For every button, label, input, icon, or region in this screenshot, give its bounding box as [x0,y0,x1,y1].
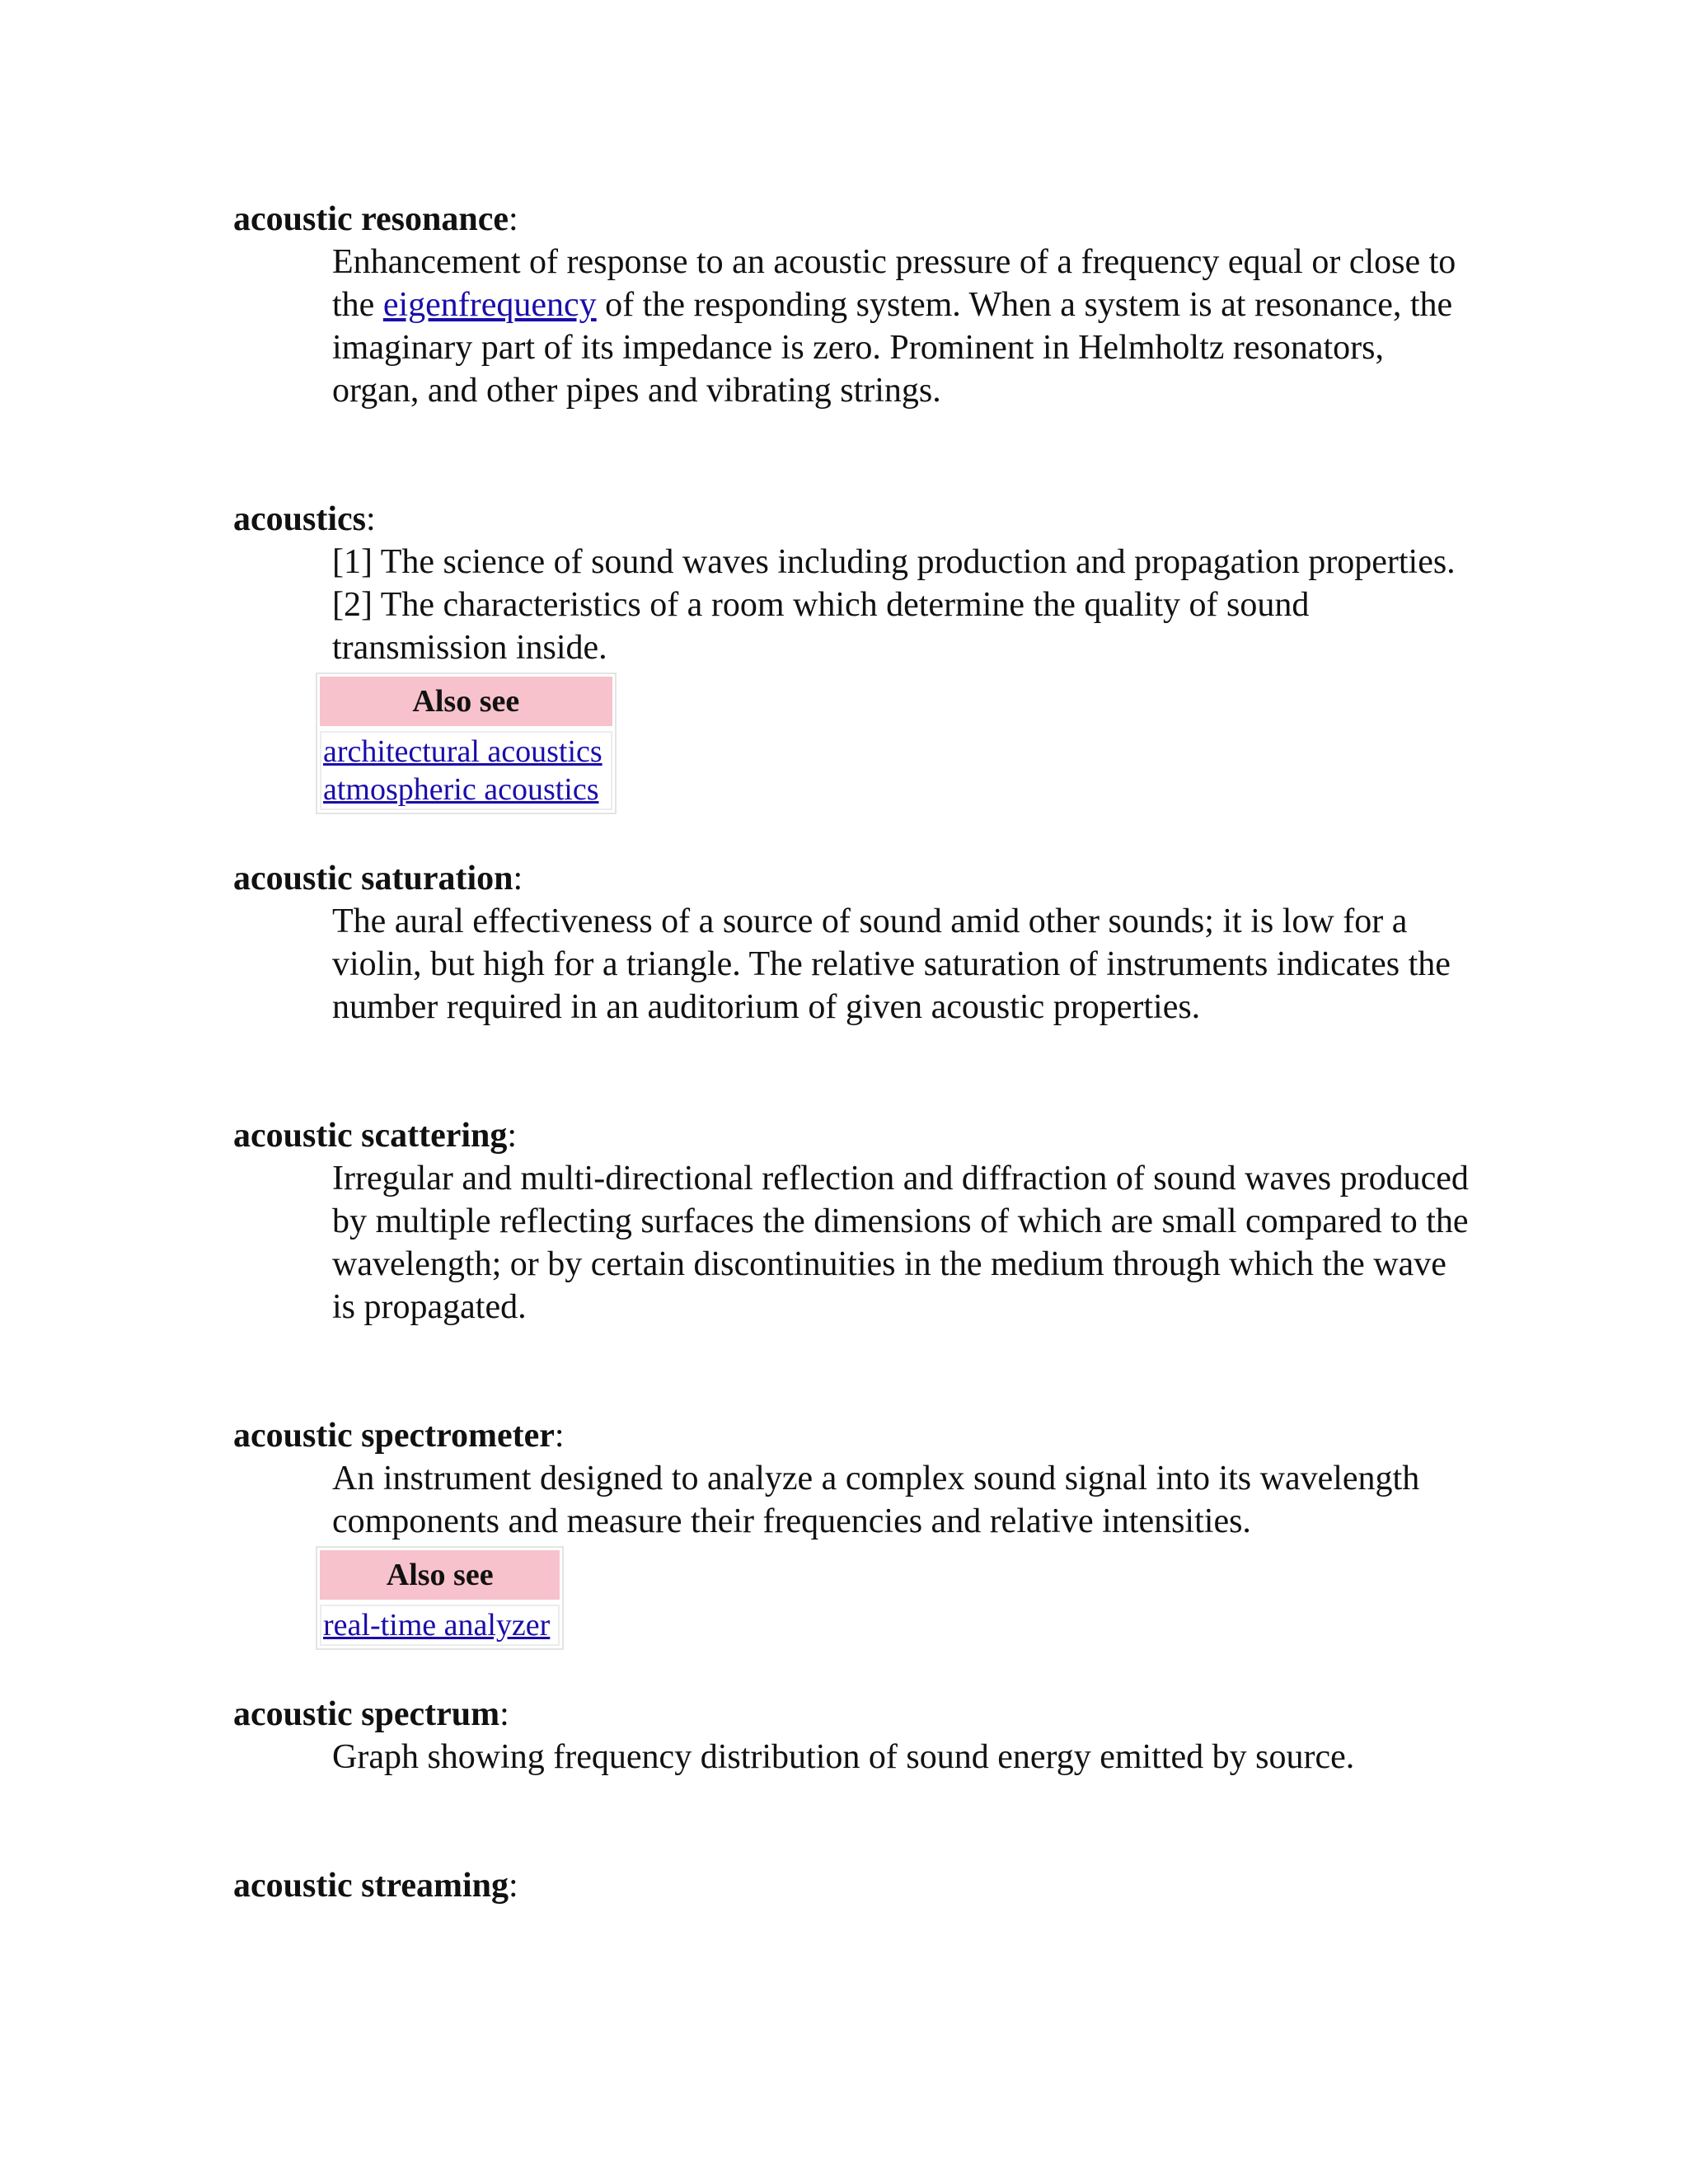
term-separator: : [509,200,518,238]
term-acoustic-scattering: acoustic scattering [233,1117,508,1155]
link-atmospheric-acoustics[interactable]: atmospheric acoustics [323,772,599,807]
term-acoustic-spectrum: acoustic spectrum [233,1695,500,1733]
term-acoustics: acoustics [233,500,366,538]
link-real-time-analyzer[interactable]: real-time analyzer [323,1608,551,1643]
also-see-links [320,1605,560,1646]
entry-acoustics [233,498,1470,814]
definition-text: An instrument designed to analyze a complex sound signal into its wavelength components and measure their frequencies and relative intensities. [332,1460,1420,1540]
entry-spacer [233,1329,1470,1414]
term-separator: : [366,500,376,538]
also-see-box [316,1546,564,1650]
term-line [233,1864,1470,1907]
definition-text: Graph showing frequency distribution of sound energy emitted by source. [332,1738,1355,1776]
definition-acoustics [332,541,1470,669]
definition-acoustic-spectrometer [332,1457,1470,1543]
entry-spacer [233,412,1470,498]
also-see-title: Also see [320,677,612,726]
entry-acoustic-spectrum [233,1693,1470,1779]
definition-text: The aural effectiveness of a source of sound amid other sounds; it is low for a violin, but high for a triangle. The relative saturation of instruments indicates the number required in an auditorium of given acoustic properties. [332,902,1451,1026]
term-separator: : [499,1695,509,1733]
entry-acoustic-scattering [233,1114,1470,1329]
definition-acoustic-resonance [332,241,1470,412]
definition-sense-1: [1] The science of sound waves including production and propagation properties. [332,543,1456,581]
also-see-links [320,731,612,810]
definition-acoustic-scattering [332,1157,1470,1329]
definition-acoustic-spectrum [332,1736,1470,1779]
definition-text [332,241,1470,412]
term-acoustic-resonance: acoustic resonance [233,200,509,238]
term-line [233,1693,1470,1736]
term-separator: : [509,1867,518,1905]
definition-part-after: of the responding system. When a system is at resonance, the imaginary part of its impedance is zero. Prominent in Helmholtz resonators, organ, and other pipes and vibrating strings. [332,286,1453,410]
term-acoustic-streaming: acoustic streaming [233,1867,509,1905]
entry-acoustic-spectrometer [233,1414,1470,1650]
term-separator: : [554,1417,565,1455]
entry-acoustic-streaming [233,1864,1470,1907]
also-see-box [316,673,617,814]
term-acoustic-spectrometer: acoustic spectrometer [233,1417,555,1455]
entry-spacer [233,814,1470,857]
term-line [233,498,1470,541]
definition-text: Irregular and multi-directional reflection and diffraction of sound waves produced by multiple reflecting surfaces the dimensions of which are small compared to the wavelength; or by certain discontinuities in the medium through which the wave is propagated. [332,1160,1469,1326]
term-separator: : [507,1117,518,1155]
term-separator: : [513,860,523,898]
term-acoustic-saturation: acoustic saturation [233,860,513,898]
term-line [233,198,1470,241]
definition-sense-2: [2] The characteristics of a room which determine the quality of sound transmission inside. [332,586,1310,667]
term-line [233,1414,1470,1457]
entry-spacer [233,1779,1470,1864]
entry-acoustic-resonance [233,198,1470,412]
also-see-title: Also see [320,1550,560,1600]
link-architectural-acoustics[interactable]: architectural acoustics [323,734,603,769]
link-eigenfrequency[interactable]: eigenfrequency [382,286,597,324]
definition-acoustic-saturation [332,900,1470,1029]
entry-spacer [233,1029,1470,1114]
term-line [233,857,1470,900]
definition-part-before: Enhancement of response to an acoustic pressure of a frequency equal or close to the [332,243,1456,324]
term-line [233,1114,1470,1157]
glossary-page [233,198,1470,1907]
entry-spacer [233,1650,1470,1693]
entry-acoustic-saturation [233,857,1470,1029]
